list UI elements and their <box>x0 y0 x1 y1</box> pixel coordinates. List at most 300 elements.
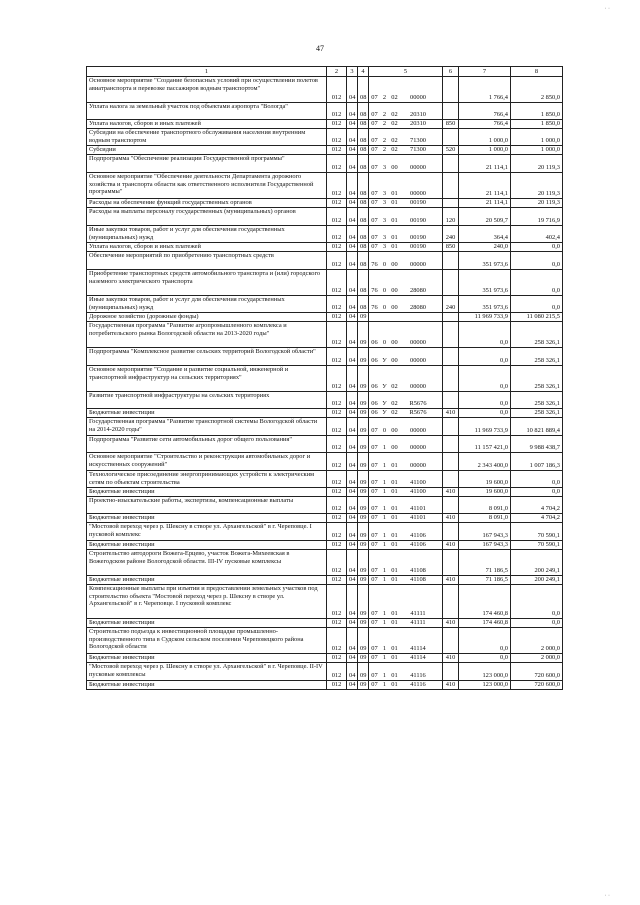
amount-year-1: 8 091,0 <box>459 514 511 523</box>
code-target-article <box>369 497 443 514</box>
amount-year-1: 364,4 <box>459 226 511 243</box>
amount-year-2: 402,4 <box>511 226 563 243</box>
code-target-article <box>369 322 443 348</box>
code-subsection: 09 <box>358 453 369 471</box>
code-ministry: 012 <box>327 296 347 313</box>
table-row <box>87 628 563 654</box>
amount-year-2: 258 326,1 <box>511 348 563 366</box>
amount-year-1: 167 943,3 <box>459 541 511 550</box>
row-name: Иные закупки товаров, работ и услуг для обеспечения государственных (муниципальных) нужд <box>87 226 327 243</box>
code-program: 07 <box>371 234 378 242</box>
code-measure: 01 <box>391 479 398 487</box>
page-number: 47 <box>316 44 324 53</box>
amount-year-2: 1 007 186,3 <box>511 453 563 471</box>
code-subsection: 09 <box>358 348 369 366</box>
code-expense-type: 410 <box>443 514 459 523</box>
table-row <box>87 488 563 497</box>
code-target-article <box>369 471 443 488</box>
col-header: 1 <box>87 67 327 77</box>
code-program: 06 <box>371 409 378 417</box>
table-row <box>87 120 563 129</box>
amount-year-1: 8 091,0 <box>459 497 511 514</box>
code-direction: 00000 <box>410 164 426 172</box>
code-subprogram: 1 <box>382 610 387 618</box>
table-row <box>87 619 563 628</box>
table-row <box>87 146 563 155</box>
code-program: 07 <box>371 532 378 540</box>
code-measure: 01 <box>391 654 398 662</box>
code-expense-type <box>443 436 459 453</box>
code-subsection: 09 <box>358 322 369 348</box>
table-row <box>87 208 563 226</box>
code-section: 04 <box>347 628 358 654</box>
code-subprogram: 2 <box>382 111 387 119</box>
code-program: 76 <box>371 261 378 269</box>
code-subsection: 09 <box>358 663 369 681</box>
code-direction: 41106 <box>410 541 426 549</box>
table-row <box>87 392 563 409</box>
code-subsection: 08 <box>358 208 369 226</box>
code-subsection: 08 <box>358 226 369 243</box>
amount-year-2: 0,0 <box>511 585 563 619</box>
code-target-article <box>369 146 443 155</box>
code-subprogram: 0 <box>382 304 387 312</box>
table-row <box>87 453 563 471</box>
amount-year-2: 70 590,1 <box>511 523 563 541</box>
code-subsection: 09 <box>358 409 369 418</box>
code-program: 07 <box>371 146 378 154</box>
code-subsection: 08 <box>358 120 369 129</box>
amount-year-1: 11 969 733,9 <box>459 418 511 436</box>
table-row <box>87 471 563 488</box>
amount-year-2: 0,0 <box>511 296 563 313</box>
code-direction: 00000 <box>410 427 426 435</box>
code-subsection: 09 <box>358 541 369 550</box>
code-subprogram: 3 <box>382 243 387 251</box>
code-program: 07 <box>371 645 378 653</box>
code-ministry: 012 <box>327 77 347 103</box>
code-program: 07 <box>371 190 378 198</box>
code-subsection: 08 <box>358 129 369 146</box>
code-direction: 41108 <box>410 576 426 584</box>
amount-year-1: 351 973,6 <box>459 270 511 296</box>
code-direction: 41100 <box>410 488 426 496</box>
code-subprogram: 1 <box>382 488 387 496</box>
code-program: 07 <box>371 199 378 207</box>
code-subsection: 08 <box>358 155 369 173</box>
code-expense-type: 410 <box>443 409 459 418</box>
code-expense-type <box>443 663 459 681</box>
code-subsection: 08 <box>358 270 369 296</box>
code-target-article <box>369 348 443 366</box>
code-section: 04 <box>347 550 358 576</box>
code-program: 07 <box>371 567 378 575</box>
row-name: Уплата налогов, сборов и иных платежей <box>87 120 327 129</box>
code-subsection: 09 <box>358 436 369 453</box>
amount-year-2: 4 704,2 <box>511 514 563 523</box>
amount-year-1: 123 000,0 <box>459 681 511 690</box>
code-ministry: 012 <box>327 270 347 296</box>
code-measure: 02 <box>391 111 398 119</box>
code-measure: 00 <box>391 287 398 295</box>
code-subprogram: 0 <box>382 339 387 347</box>
code-subsection: 09 <box>358 576 369 585</box>
code-subsection: 08 <box>358 252 369 270</box>
amount-year-1: 0,0 <box>459 654 511 663</box>
code-section: 04 <box>347 681 358 690</box>
code-program: 07 <box>371 427 378 435</box>
table-row <box>87 129 563 146</box>
table-row <box>87 155 563 173</box>
amount-year-1: 0,0 <box>459 409 511 418</box>
code-ministry: 012 <box>327 550 347 576</box>
row-name: Строительство подъезда к инвестиционной площадке промышленно-производственного типа в Судском сельском поселении Череповецкого района Вологодской области <box>87 628 327 654</box>
code-program: 07 <box>371 681 378 689</box>
code-section: 04 <box>347 418 358 436</box>
amount-year-2: 0,0 <box>511 270 563 296</box>
col-header: 2 <box>327 67 347 77</box>
code-expense-type <box>443 366 459 392</box>
amount-year-1: 0,0 <box>459 348 511 366</box>
code-section: 04 <box>347 252 358 270</box>
code-subprogram: 3 <box>382 190 387 198</box>
code-target-article <box>369 409 443 418</box>
code-measure: 01 <box>391 217 398 225</box>
code-target-article <box>369 77 443 103</box>
amount-year-2: 720 600,0 <box>511 681 563 690</box>
code-section: 04 <box>347 313 358 322</box>
amount-year-2: 2 850,0 <box>511 77 563 103</box>
code-direction: 20310 <box>410 120 426 128</box>
amount-year-1: 1 000,0 <box>459 146 511 155</box>
code-subprogram: 1 <box>382 514 387 522</box>
code-program: 07 <box>371 120 378 128</box>
code-ministry: 012 <box>327 471 347 488</box>
code-expense-type: 410 <box>443 541 459 550</box>
code-ministry: 012 <box>327 226 347 243</box>
row-name: Бюджетные инвестиции <box>87 619 327 628</box>
code-target-article <box>369 550 443 576</box>
code-subprogram: 1 <box>382 541 387 549</box>
row-name: Технологическое присоединение энергопринимающих устройств к электрическим сетям по объектам строительства <box>87 471 327 488</box>
row-name: Бюджетные инвестиции <box>87 488 327 497</box>
code-direction: 00000 <box>410 383 426 391</box>
code-program: 07 <box>371 479 378 487</box>
table-row <box>87 409 563 418</box>
amount-year-2: 1 000,0 <box>511 129 563 146</box>
row-name: Основное мероприятие "Создание безопасных условий при осуществлении полетов авиатранспорта и перевозке пассажиров водным транспортом" <box>87 77 327 103</box>
code-measure: 00 <box>391 164 398 172</box>
code-target-article <box>369 523 443 541</box>
code-target-article <box>369 619 443 628</box>
amount-year-2: 20 119,3 <box>511 173 563 199</box>
amount-year-2: 200 249,1 <box>511 550 563 576</box>
code-section: 04 <box>347 322 358 348</box>
amount-year-2: 0,0 <box>511 488 563 497</box>
code-direction: 00000 <box>410 261 426 269</box>
code-program: 07 <box>371 654 378 662</box>
code-expense-type <box>443 77 459 103</box>
code-expense-type <box>443 453 459 471</box>
row-name: "Мостовой переход через р. Шексну в створе ул. Архангельской" в г. Череповце. II-IV пусковые комплексы <box>87 663 327 681</box>
code-subsection: 09 <box>358 366 369 392</box>
code-subsection: 09 <box>358 514 369 523</box>
amount-year-2: 258 326,1 <box>511 392 563 409</box>
code-section: 04 <box>347 453 358 471</box>
amount-year-2: 20 119,3 <box>511 155 563 173</box>
row-name: Государственная программа "Развитие транспортной системы Вологодской области на 2014-2020 годы" <box>87 418 327 436</box>
code-target-article <box>369 541 443 550</box>
row-name: Бюджетные инвестиции <box>87 409 327 418</box>
code-direction: 71300 <box>410 146 426 154</box>
amount-year-1: 766,4 <box>459 103 511 120</box>
code-subsection: 09 <box>358 471 369 488</box>
code-direction: 00000 <box>410 357 426 365</box>
amount-year-2: 1 850,0 <box>511 103 563 120</box>
amount-year-2: 258 326,1 <box>511 409 563 418</box>
code-section: 04 <box>347 619 358 628</box>
code-target-article <box>369 243 443 252</box>
amount-year-1: 0,0 <box>459 392 511 409</box>
code-subprogram: У <box>382 383 387 391</box>
amount-year-2: 19 716,9 <box>511 208 563 226</box>
header-row <box>87 67 563 77</box>
amount-year-1: 11 157 421,0 <box>459 436 511 453</box>
code-ministry: 012 <box>327 654 347 663</box>
code-subprogram: 1 <box>382 681 387 689</box>
code-direction: 41101 <box>410 505 426 513</box>
code-ministry: 012 <box>327 208 347 226</box>
col-header: 5 <box>369 67 443 77</box>
row-name: Развитие транспортной инфраструктуры на сельских территориях <box>87 392 327 409</box>
row-name: Обеспечение мероприятий по приобретению транспортных средств <box>87 252 327 270</box>
code-ministry: 012 <box>327 541 347 550</box>
code-direction: R5676 <box>409 409 427 417</box>
code-subsection: 08 <box>358 173 369 199</box>
amount-year-2: 0,0 <box>511 471 563 488</box>
table-row <box>87 585 563 619</box>
code-expense-type <box>443 103 459 120</box>
code-subprogram: 2 <box>382 120 387 128</box>
budget-table <box>86 66 563 690</box>
code-program: 07 <box>371 137 378 145</box>
code-measure: 01 <box>391 190 398 198</box>
code-subsection: 08 <box>358 146 369 155</box>
amount-year-1: 1 000,0 <box>459 129 511 146</box>
row-name: Субсидии на обеспечение транспортного обслуживания населения внутренним водным транспортом <box>87 129 327 146</box>
code-target-article <box>369 103 443 120</box>
code-section: 04 <box>347 654 358 663</box>
code-ministry: 012 <box>327 663 347 681</box>
code-direction: 41111 <box>410 610 426 618</box>
code-expense-type: 850 <box>443 243 459 252</box>
table-row <box>87 252 563 270</box>
code-ministry: 012 <box>327 392 347 409</box>
amount-year-1: 1 766,4 <box>459 77 511 103</box>
code-measure: 01 <box>391 619 398 627</box>
code-expense-type: 410 <box>443 488 459 497</box>
code-program: 07 <box>371 243 378 251</box>
code-section: 04 <box>347 155 358 173</box>
row-name: Основное мероприятие "Строительство и реконструкция автомобильных дорог и искусственных сооружений" <box>87 453 327 471</box>
code-expense-type: 850 <box>443 120 459 129</box>
amount-year-1: 240,0 <box>459 243 511 252</box>
col-header: 6 <box>443 67 459 77</box>
amount-year-1: 19 600,0 <box>459 471 511 488</box>
code-program: 06 <box>371 383 378 391</box>
code-target-article <box>369 366 443 392</box>
code-section: 04 <box>347 173 358 199</box>
code-ministry: 012 <box>327 585 347 619</box>
code-subprogram: 0 <box>382 287 387 295</box>
code-ministry: 012 <box>327 199 347 208</box>
code-measure: 00 <box>391 357 398 365</box>
code-ministry: 012 <box>327 409 347 418</box>
table-row <box>87 77 563 103</box>
table-row <box>87 226 563 243</box>
code-direction: 00000 <box>410 339 426 347</box>
amount-year-2: 0,0 <box>511 619 563 628</box>
amount-year-2: 2 000,0 <box>511 628 563 654</box>
code-measure: 01 <box>391 576 398 584</box>
code-target-article <box>369 514 443 523</box>
code-measure: 01 <box>391 505 398 513</box>
code-section: 04 <box>347 348 358 366</box>
code-subsection: 08 <box>358 77 369 103</box>
code-subsection: 09 <box>358 681 369 690</box>
code-section: 04 <box>347 514 358 523</box>
code-ministry: 012 <box>327 155 347 173</box>
code-subprogram: У <box>382 400 387 408</box>
table-row <box>87 654 563 663</box>
table-row <box>87 199 563 208</box>
row-name: Основное мероприятие "Обеспечение деятельности Департамента дорожного хозяйства и транспорта области как ответственного исполнителя Государственной программы" <box>87 173 327 199</box>
code-subsection: 09 <box>358 550 369 576</box>
code-program: 07 <box>371 462 378 470</box>
code-subsection: 09 <box>358 523 369 541</box>
code-target-article <box>369 436 443 453</box>
code-measure: 01 <box>391 681 398 689</box>
code-measure: 00 <box>391 261 398 269</box>
code-program: 06 <box>371 357 378 365</box>
code-ministry: 012 <box>327 681 347 690</box>
code-expense-type <box>443 155 459 173</box>
table-row <box>87 322 563 348</box>
row-name: Основное мероприятие "Создание и развитие социальной, инженерной и транспортной инфраструктур на сельских территориях" <box>87 366 327 392</box>
code-program: 07 <box>371 514 378 522</box>
code-direction: 41106 <box>410 532 426 540</box>
code-ministry: 012 <box>327 453 347 471</box>
code-target-article <box>369 681 443 690</box>
code-measure: 00 <box>391 304 398 312</box>
amount-year-1: 71 186,5 <box>459 550 511 576</box>
code-program: 07 <box>371 444 378 452</box>
code-ministry: 012 <box>327 488 347 497</box>
code-direction: 41114 <box>410 645 426 653</box>
code-measure: 01 <box>391 567 398 575</box>
code-subprogram: 1 <box>382 567 387 575</box>
code-program: 76 <box>371 304 378 312</box>
code-subprogram: 2 <box>382 146 387 154</box>
code-program: 07 <box>371 610 378 618</box>
code-program: 07 <box>371 111 378 119</box>
code-subprogram: 1 <box>382 645 387 653</box>
row-name: Бюджетные инвестиции <box>87 681 327 690</box>
table-row <box>87 313 563 322</box>
code-direction: 00190 <box>410 199 426 207</box>
code-subprogram: 2 <box>382 94 387 102</box>
code-expense-type <box>443 199 459 208</box>
amount-year-1: 0,0 <box>459 628 511 654</box>
table-row <box>87 541 563 550</box>
code-program: 07 <box>371 541 378 549</box>
row-name: Уплата налога за земельный участок под объектами аэропорта "Вологда" <box>87 103 327 120</box>
amount-year-2: 11 080 215,5 <box>511 313 563 322</box>
code-subsection: 08 <box>358 199 369 208</box>
code-subprogram: 1 <box>382 672 387 680</box>
code-subprogram: 1 <box>382 619 387 627</box>
code-expense-type <box>443 471 459 488</box>
code-subsection: 09 <box>358 313 369 322</box>
code-expense-type <box>443 497 459 514</box>
col-header: 7 <box>459 67 511 77</box>
code-subsection: 09 <box>358 488 369 497</box>
code-subprogram: У <box>382 409 387 417</box>
code-measure: 00 <box>391 339 398 347</box>
code-ministry: 012 <box>327 576 347 585</box>
code-section: 04 <box>347 488 358 497</box>
code-direction: 41108 <box>410 567 426 575</box>
code-section: 04 <box>347 576 358 585</box>
amount-year-1: 351 973,6 <box>459 296 511 313</box>
row-name: Подпрограмма "Комплексное развитие сельских территорий Вологодской области" <box>87 348 327 366</box>
code-program: 07 <box>371 505 378 513</box>
code-expense-type: 240 <box>443 296 459 313</box>
code-subprogram: 1 <box>382 505 387 513</box>
amount-year-2: 0,0 <box>511 252 563 270</box>
code-measure: 01 <box>391 243 398 251</box>
code-measure: 01 <box>391 462 398 470</box>
code-ministry: 012 <box>327 619 347 628</box>
code-subprogram: 3 <box>382 217 387 225</box>
code-measure: 02 <box>391 409 398 417</box>
row-name: Приобретение транспортных средств автомобильного транспорта и (или) городского наземного электрического транспорта <box>87 270 327 296</box>
table-row <box>87 173 563 199</box>
table-row <box>87 436 563 453</box>
row-name: Подпрограмма "Развитие сети автомобильных дорог общего пользования" <box>87 436 327 453</box>
code-section: 04 <box>347 392 358 409</box>
code-section: 04 <box>347 436 358 453</box>
code-subsection: 09 <box>358 654 369 663</box>
code-ministry: 012 <box>327 173 347 199</box>
corner-mark-bottom: · · <box>604 893 610 899</box>
amount-year-2: 1 850,0 <box>511 120 563 129</box>
col-header: 3 <box>347 67 358 77</box>
code-measure: 00 <box>391 427 398 435</box>
code-target-article <box>369 199 443 208</box>
code-expense-type <box>443 348 459 366</box>
row-name: Проектно-изыскательские работы, экспертизы, компенсационные выплаты <box>87 497 327 514</box>
table-row <box>87 103 563 120</box>
code-ministry: 012 <box>327 514 347 523</box>
code-section: 04 <box>347 541 358 550</box>
row-name: Компенсационные выплаты при изъятии и предоставлении земельных участков под строительство объекта "Мостовой переход через р. Шексну в створе ул. Архангельской" в г. Череповце. I пусковой комплекс <box>87 585 327 619</box>
code-direction: 00000 <box>410 462 426 470</box>
code-section: 04 <box>347 471 358 488</box>
code-program: 07 <box>371 576 378 584</box>
code-subprogram: У <box>382 357 387 365</box>
code-measure: 02 <box>391 400 398 408</box>
